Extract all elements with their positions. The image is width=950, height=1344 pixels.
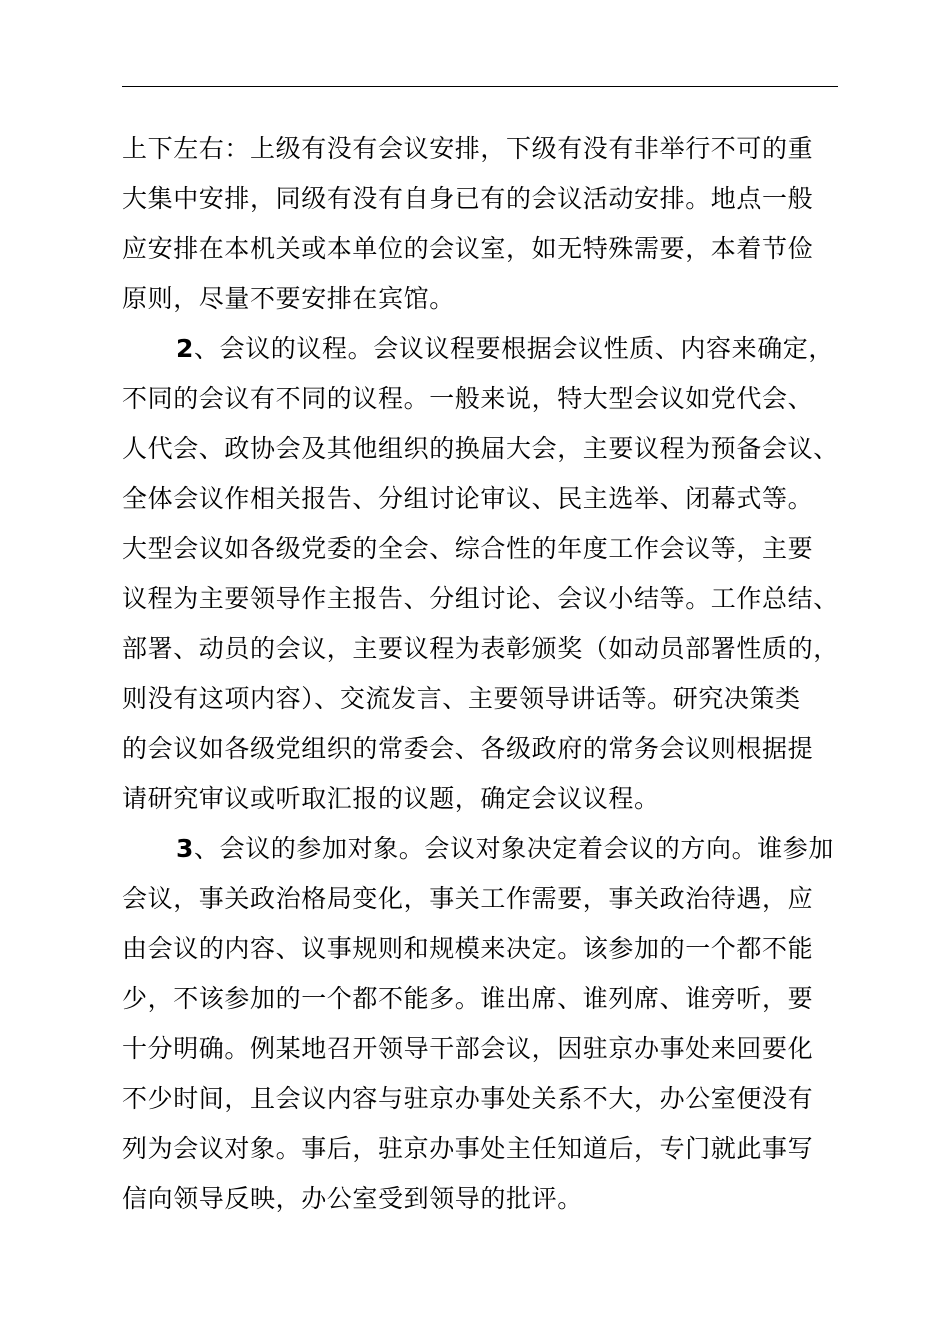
paragraph-2-line: 人代会、政协会及其他组织的换届大会，主要议程为预备会议、 <box>122 434 839 463</box>
paragraph-3 <box>122 824 862 1224</box>
paragraph-3-line: 会议，事关政治格局变化，事关工作需要，事关政治待遇，应 <box>122 884 814 913</box>
paragraph-2 <box>122 324 862 824</box>
paragraph-2-line: 全体会议作相关报告、分组讨论审议、民主选举、闭幕式等。 <box>122 484 814 513</box>
paragraph-3-first-line <box>122 824 862 874</box>
paragraph-2-line: 不同的会议有不同的议程。一般来说，特大型会议如党代会、 <box>122 384 814 413</box>
paragraph-3-line: 十分明确。例某地召开领导干部会议，因驻京办事处来回要化 <box>122 1034 814 1063</box>
paragraph-1-line: 应安排在本机关或本单位的会议室，如无特殊需要，本着节俭 <box>122 234 814 263</box>
paragraph-3-number: 3 <box>176 834 194 863</box>
paragraph-2-line: 议程为主要领导作主报告、分组讨论、会议小结等。工作总结、 <box>122 584 839 613</box>
paragraph-3-line: 不少时间，且会议内容与驻京办事处关系不大，办公室便没有 <box>122 1084 814 1113</box>
paragraph-1-line: 大集中安排，同级有没有自身已有的会议活动安排。地点一般 <box>122 184 814 213</box>
header-rule <box>122 86 838 87</box>
paragraph-3-line: 信向领导反映，办公室受到领导的批评。 <box>122 1184 583 1213</box>
paragraph-1-line: 原则，尽量不要安排在宾馆。 <box>122 284 455 313</box>
paragraph-1 <box>122 124 862 324</box>
paragraph-3-line: 列为会议对象。事后，驻京办事处主任知道后，专门就此事写 <box>122 1134 814 1163</box>
paragraph-2-line: 的会议如各级党组织的常委会、各级政府的常务会议则根据提 <box>122 734 814 763</box>
paragraph-1-line: 上下左右：上级有没有会议安排，下级有没有非举行不可的重 <box>122 134 814 163</box>
paragraph-3-heading-text: 、会议的参加对象。会议对象决定着会议的方向。谁参加 <box>194 834 835 863</box>
paragraph-2-first-line <box>122 324 862 374</box>
paragraph-2-line: 则没有这项内容）、交流发言、主要领导讲话等。研究决策类 <box>122 684 801 713</box>
paragraph-2-number: 2 <box>176 334 194 363</box>
paragraph-2-line: 请研究审议或听取汇报的议题，确定会议议程。 <box>122 784 660 813</box>
document-body <box>122 124 862 1224</box>
paragraph-2-line: 大型会议如各级党委的全会、综合性的年度工作会议等，主要 <box>122 534 814 563</box>
paragraph-2-heading-text: 、会议的议程。会议议程要根据会议性质、内容来确定， <box>194 334 835 363</box>
paragraph-3-line: 少，不该参加的一个都不能多。谁出席、谁列席、谁旁听，要 <box>122 984 814 1013</box>
paragraph-3-line: 由会议的内容、议事规则和规模来决定。该参加的一个都不能 <box>122 934 814 963</box>
paragraph-2-line: 部署、动员的会议，主要议程为表彰颁奖（如动员部署性质的， <box>122 634 839 663</box>
